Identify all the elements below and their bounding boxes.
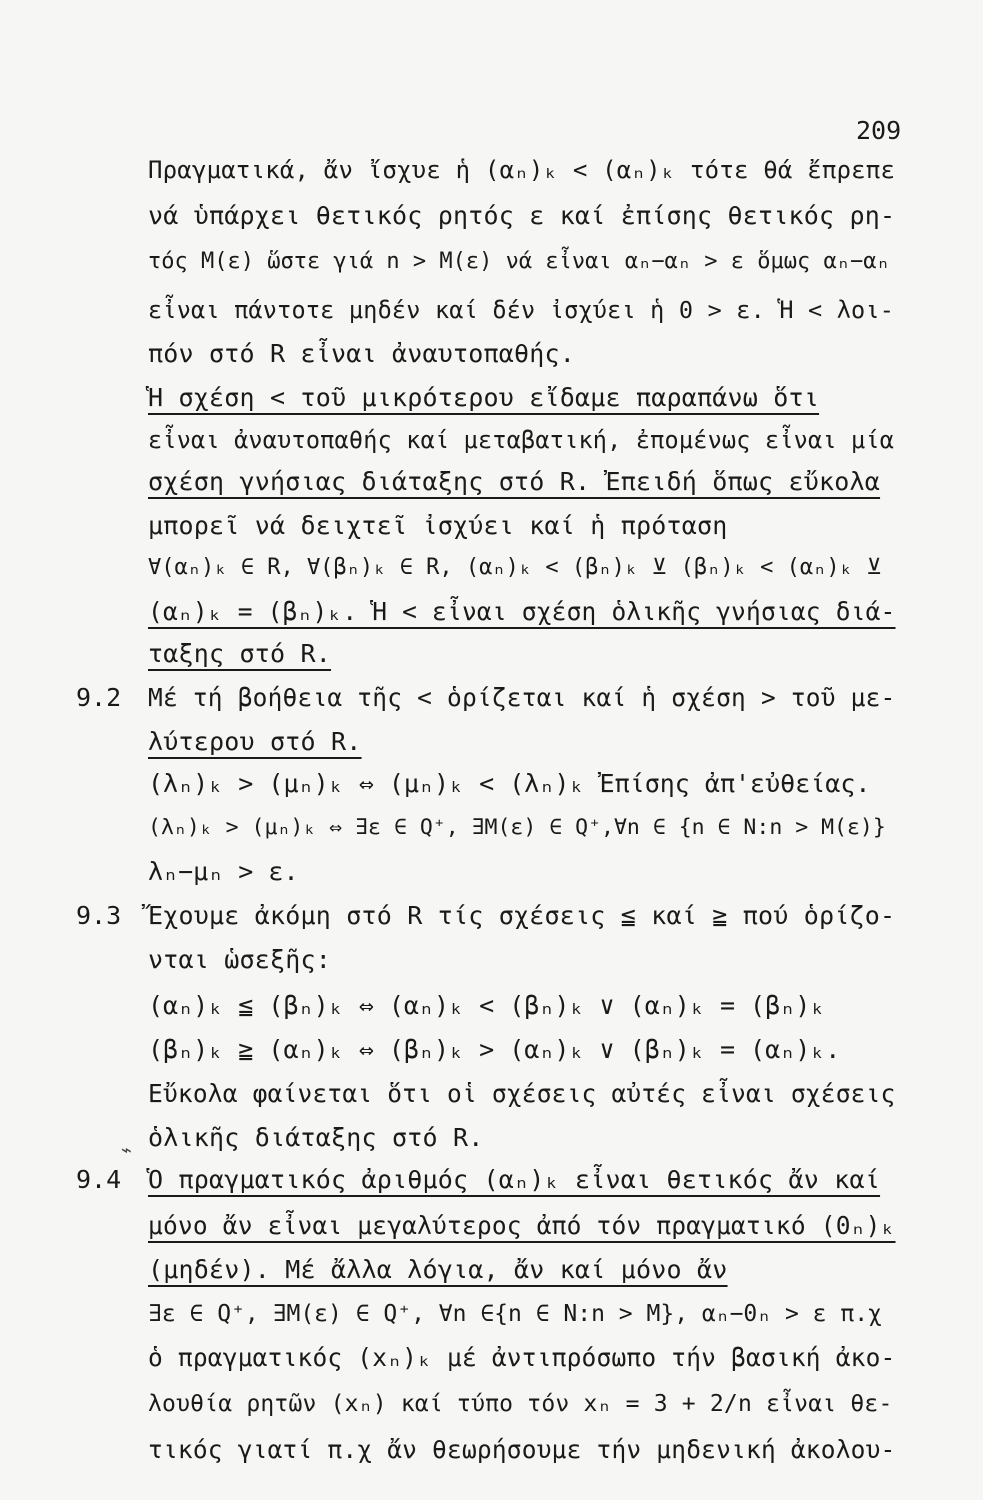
underlined-text: (αₙ)ₖ = (βₙ)ₖ. Ἡ < εἶναι σχέση ὁλικῆς γνήσιας διά- <box>148 597 896 626</box>
underlined-text: Ἡ σχέση < τοῦ μικρότερου εἴδαμε παραπάνω ὅτι <box>148 383 820 412</box>
underlined-text: (μηδέν). Μέ ἄλλα λόγια, ἄν καί μόνο ἄν <box>148 1255 728 1284</box>
text-line: ὁλικῆς διάταξης στό R. <box>148 1123 484 1152</box>
underlined-text: ταξης στό R. <box>148 639 332 668</box>
text-line <box>148 1160 896 1200</box>
text-line: νά ὑπάρχει θετικός ρητός ε καί ἐπίσης θετικός ρη- <box>148 201 896 230</box>
text-line: Μέ τή βοήθεια τῆς < ὁρίζεται καί ἡ σχέση > τοῦ με- <box>148 683 896 712</box>
text-line <box>148 1250 896 1290</box>
math-line: (λₙ)ₖ > (μₙ)ₖ ⇔ (μₙ)ₖ < (λₙ)ₖ Ἐπίσης ἀπ'εὐθείας. <box>148 769 871 798</box>
text-line: Εὔκολα φαίνεται ὅτι οἱ σχέσεις αὐτές εἶναι σχέσεις <box>148 1079 896 1108</box>
text-line: τικός γιατί π.χ ἄν θεωρήσουμε τήν μηδενική ἀκολου- <box>148 1435 896 1464</box>
section-number-9-2: 9.2 <box>76 683 122 712</box>
page-number: 209 <box>856 116 902 145</box>
math-line: (βₙ)ₖ ≧ (αₙ)ₖ ⇔ (βₙ)ₖ > (αₙ)ₖ ∨ (βₙ)ₖ = (αₙ)ₖ. <box>148 1035 841 1064</box>
section-number-9-4: 9.4 <box>76 1165 122 1194</box>
text-line <box>148 1206 896 1246</box>
text-line: πόν στό R εἶναι ἀναυτοπαθής. <box>148 339 576 368</box>
underlined-text: λύτερου στό R. <box>148 727 362 756</box>
text-line: νται ὡσεξῆς: <box>148 945 332 974</box>
math-line: (αₙ)ₖ ≦ (βₙ)ₖ ⇔ (αₙ)ₖ < (βₙ)ₖ ∨ (αₙ)ₖ = (βₙ)ₖ <box>148 991 826 1020</box>
text-line: τός M(ε) ὥστε γιά n > M(ε) νά εἶναι αₙ−αₙ > ε ὅμως αₙ−αₙ <box>148 249 890 274</box>
margin-mark-icon: ⌁ <box>121 1140 132 1161</box>
text-line: μπορεῖ νά δειχτεῖ ἰσχύει καί ἡ πρόταση <box>148 511 728 540</box>
text-line: Πραγματικά, ἄν ἴσχυε ἡ (αₙ)ₖ < (αₙ)ₖ τότε θά ἔπρεπε <box>148 156 896 184</box>
section-number-9-3: 9.3 <box>76 901 122 930</box>
text-line: εἶναι πάντοτε μηδέν καί δέν ἰσχύει ἡ 0 > ε. Ἡ < λοι- <box>148 296 895 324</box>
underlined-text: Ὁ πραγματικός ἀριθμός (αₙ)ₖ εἶναι θετικός ἄν καί <box>148 1165 881 1194</box>
text-line <box>148 462 896 502</box>
math-line: λₙ−μₙ > ε. <box>148 857 299 886</box>
text-line <box>148 592 896 632</box>
text-line <box>148 634 896 674</box>
text-line: λουθία ρητῶν (xₙ) καί τύπο τόν xₙ = 3 + 2/n εἶναι θε- <box>148 1391 893 1417</box>
text-line: ὁ πραγματικός (xₙ)ₖ μέ ἀντιπρόσωπο τήν βασική ἀκο- <box>148 1343 896 1372</box>
text-line: Ἔχουμε ἀκόμη στό R τίς σχέσεις ≦ καί ≧ πού ὁρίζο- <box>148 901 896 930</box>
math-line: ∃ε ∈ Q⁺, ∃M(ε) ∈ Q⁺, ∀n ∈{n ∈ N:n > M}, αₙ−0ₙ > ε π.χ <box>148 1301 882 1327</box>
text-line <box>148 378 896 418</box>
math-line: ∀(αₙ)ₖ ∈ R, ∀(βₙ)ₖ ∈ R, (αₙ)ₖ < (βₙ)ₖ ⊻ (βₙ)ₖ < (αₙ)ₖ ⊻ <box>148 555 883 580</box>
text-line <box>148 722 896 762</box>
math-line: (λₙ)ₖ > (μₙ)ₖ ⇔ ∃ε ∈ Q⁺, ∃M(ε) ∈ Q⁺,∀n ∈ {n ∈ N:n > M(ε)} <box>148 815 886 840</box>
text-line: εἶναι ἀναυτοπαθής καί μεταβατική, ἐπομένως εἶναι μία <box>148 426 895 454</box>
underlined-text: μόνο ἄν εἶναι μεγαλύτερος ἀπό τόν πραγματικό (0ₙ)ₖ <box>148 1211 896 1240</box>
underlined-text: σχέση γνήσιας διάταξης στό R. Ἐπειδή ὅπως εὔκολα <box>148 467 881 496</box>
